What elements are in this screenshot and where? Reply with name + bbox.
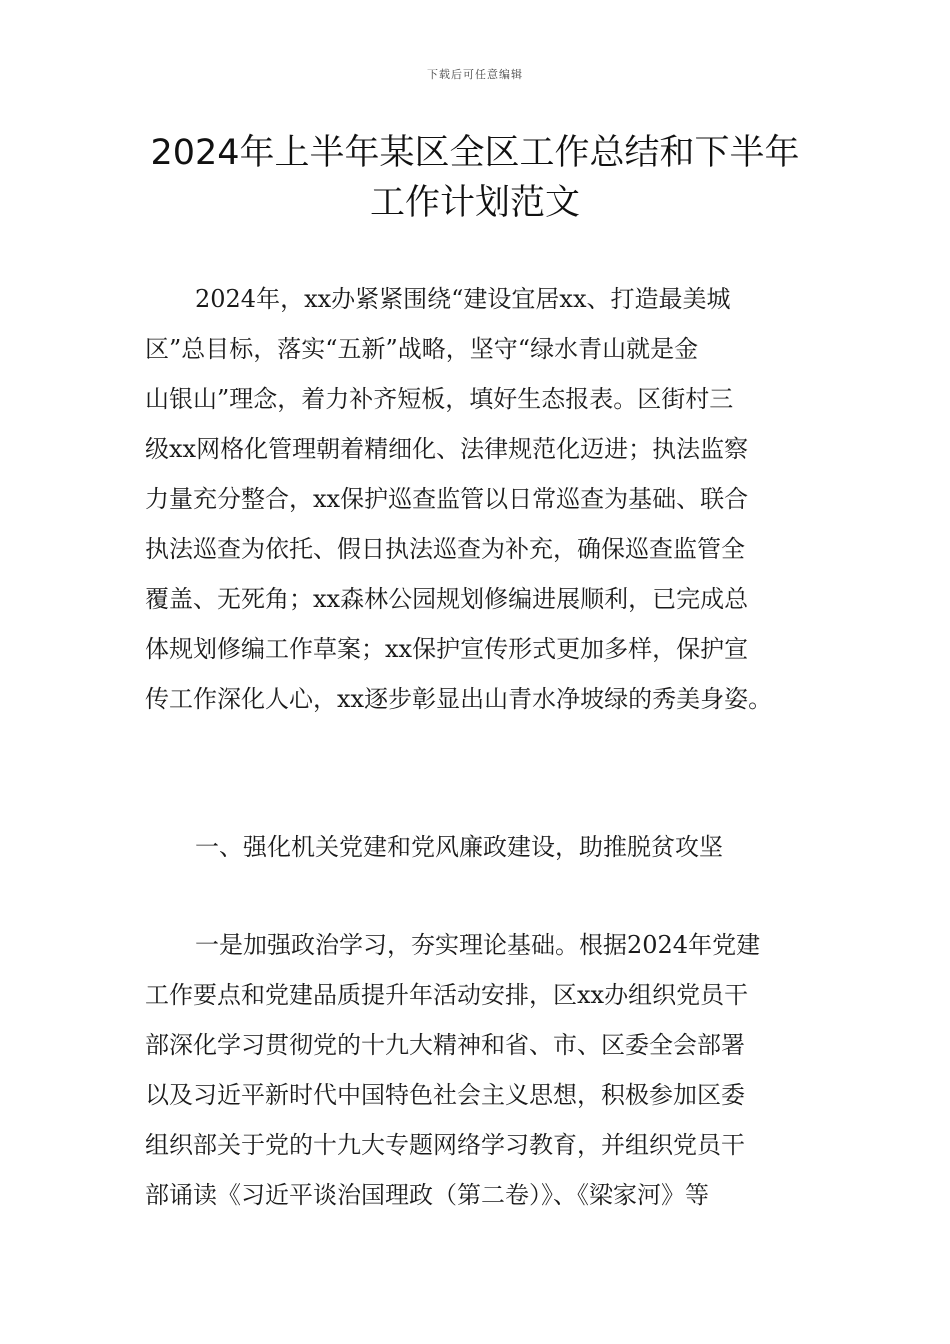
paragraph-line: 以及习近平新时代中国特色社会主义思想，积极参加区委 — [145, 1081, 745, 1109]
paragraph-line: 工作要点和党建品质提升年活动安排，区xx办组织党员干 — [145, 981, 749, 1009]
paragraph-line: 一是加强政治学习，夯实理论基础。根据2024年党建 — [195, 931, 761, 959]
paragraph-line: 组织部关于党的十九大专题网络学习教育，并组织党员干 — [145, 1131, 745, 1159]
paragraph-line: 级xx网格化管理朝着精细化、法律规范化迈进；执法监察 — [145, 435, 749, 463]
document-title — [120, 128, 830, 228]
header-note: 下载后可任意编辑 — [427, 68, 523, 81]
title-line-1: 2024年上半年某区全区工作总结和下半年 — [150, 133, 800, 173]
paragraph-line: 力量充分整合，xx保护巡查监管以日常巡查为基础、联合 — [145, 485, 749, 513]
paragraph-line: 2024年，xx办紧紧围绕“建设宜居xx、打造最美城 — [195, 285, 731, 313]
paragraph-line: 山银山”理念，着力补齐短板，填好生态报表。区街村三 — [145, 385, 734, 413]
title-line-2: 工作计划范文 — [369, 183, 580, 223]
intro-paragraph — [145, 274, 815, 724]
paragraph-line: 传工作深化人心，xx逐步彰显出山青水净坡绿的秀美身姿。 — [145, 685, 773, 713]
paragraph-line: 部深化学习贯彻党的十九大精神和省、市、区委全会部署 — [145, 1031, 745, 1059]
paragraph-line: 部诵读《习近平谈治国理政（第二卷）》、《梁家河》等 — [145, 1181, 709, 1209]
paragraph-line: 体规划修编工作草案；xx保护宣传形式更加多样，保护宣 — [145, 635, 749, 663]
section-paragraph — [145, 920, 815, 1220]
section-heading-text: 一、强化机关党建和党风廉政建设，助推脱贫攻坚 — [195, 833, 723, 861]
paragraph-line: 覆盖、无死角；xx森林公园规划修编进展顺利，已完成总 — [145, 585, 749, 613]
paragraph-line: 区”总目标，落实“五新”战略，坚守“绿水青山就是金 — [145, 335, 699, 363]
paragraph-line: 执法巡查为依托、假日执法巡查为补充，确保巡查监管全 — [145, 535, 745, 563]
section-heading — [145, 822, 815, 872]
